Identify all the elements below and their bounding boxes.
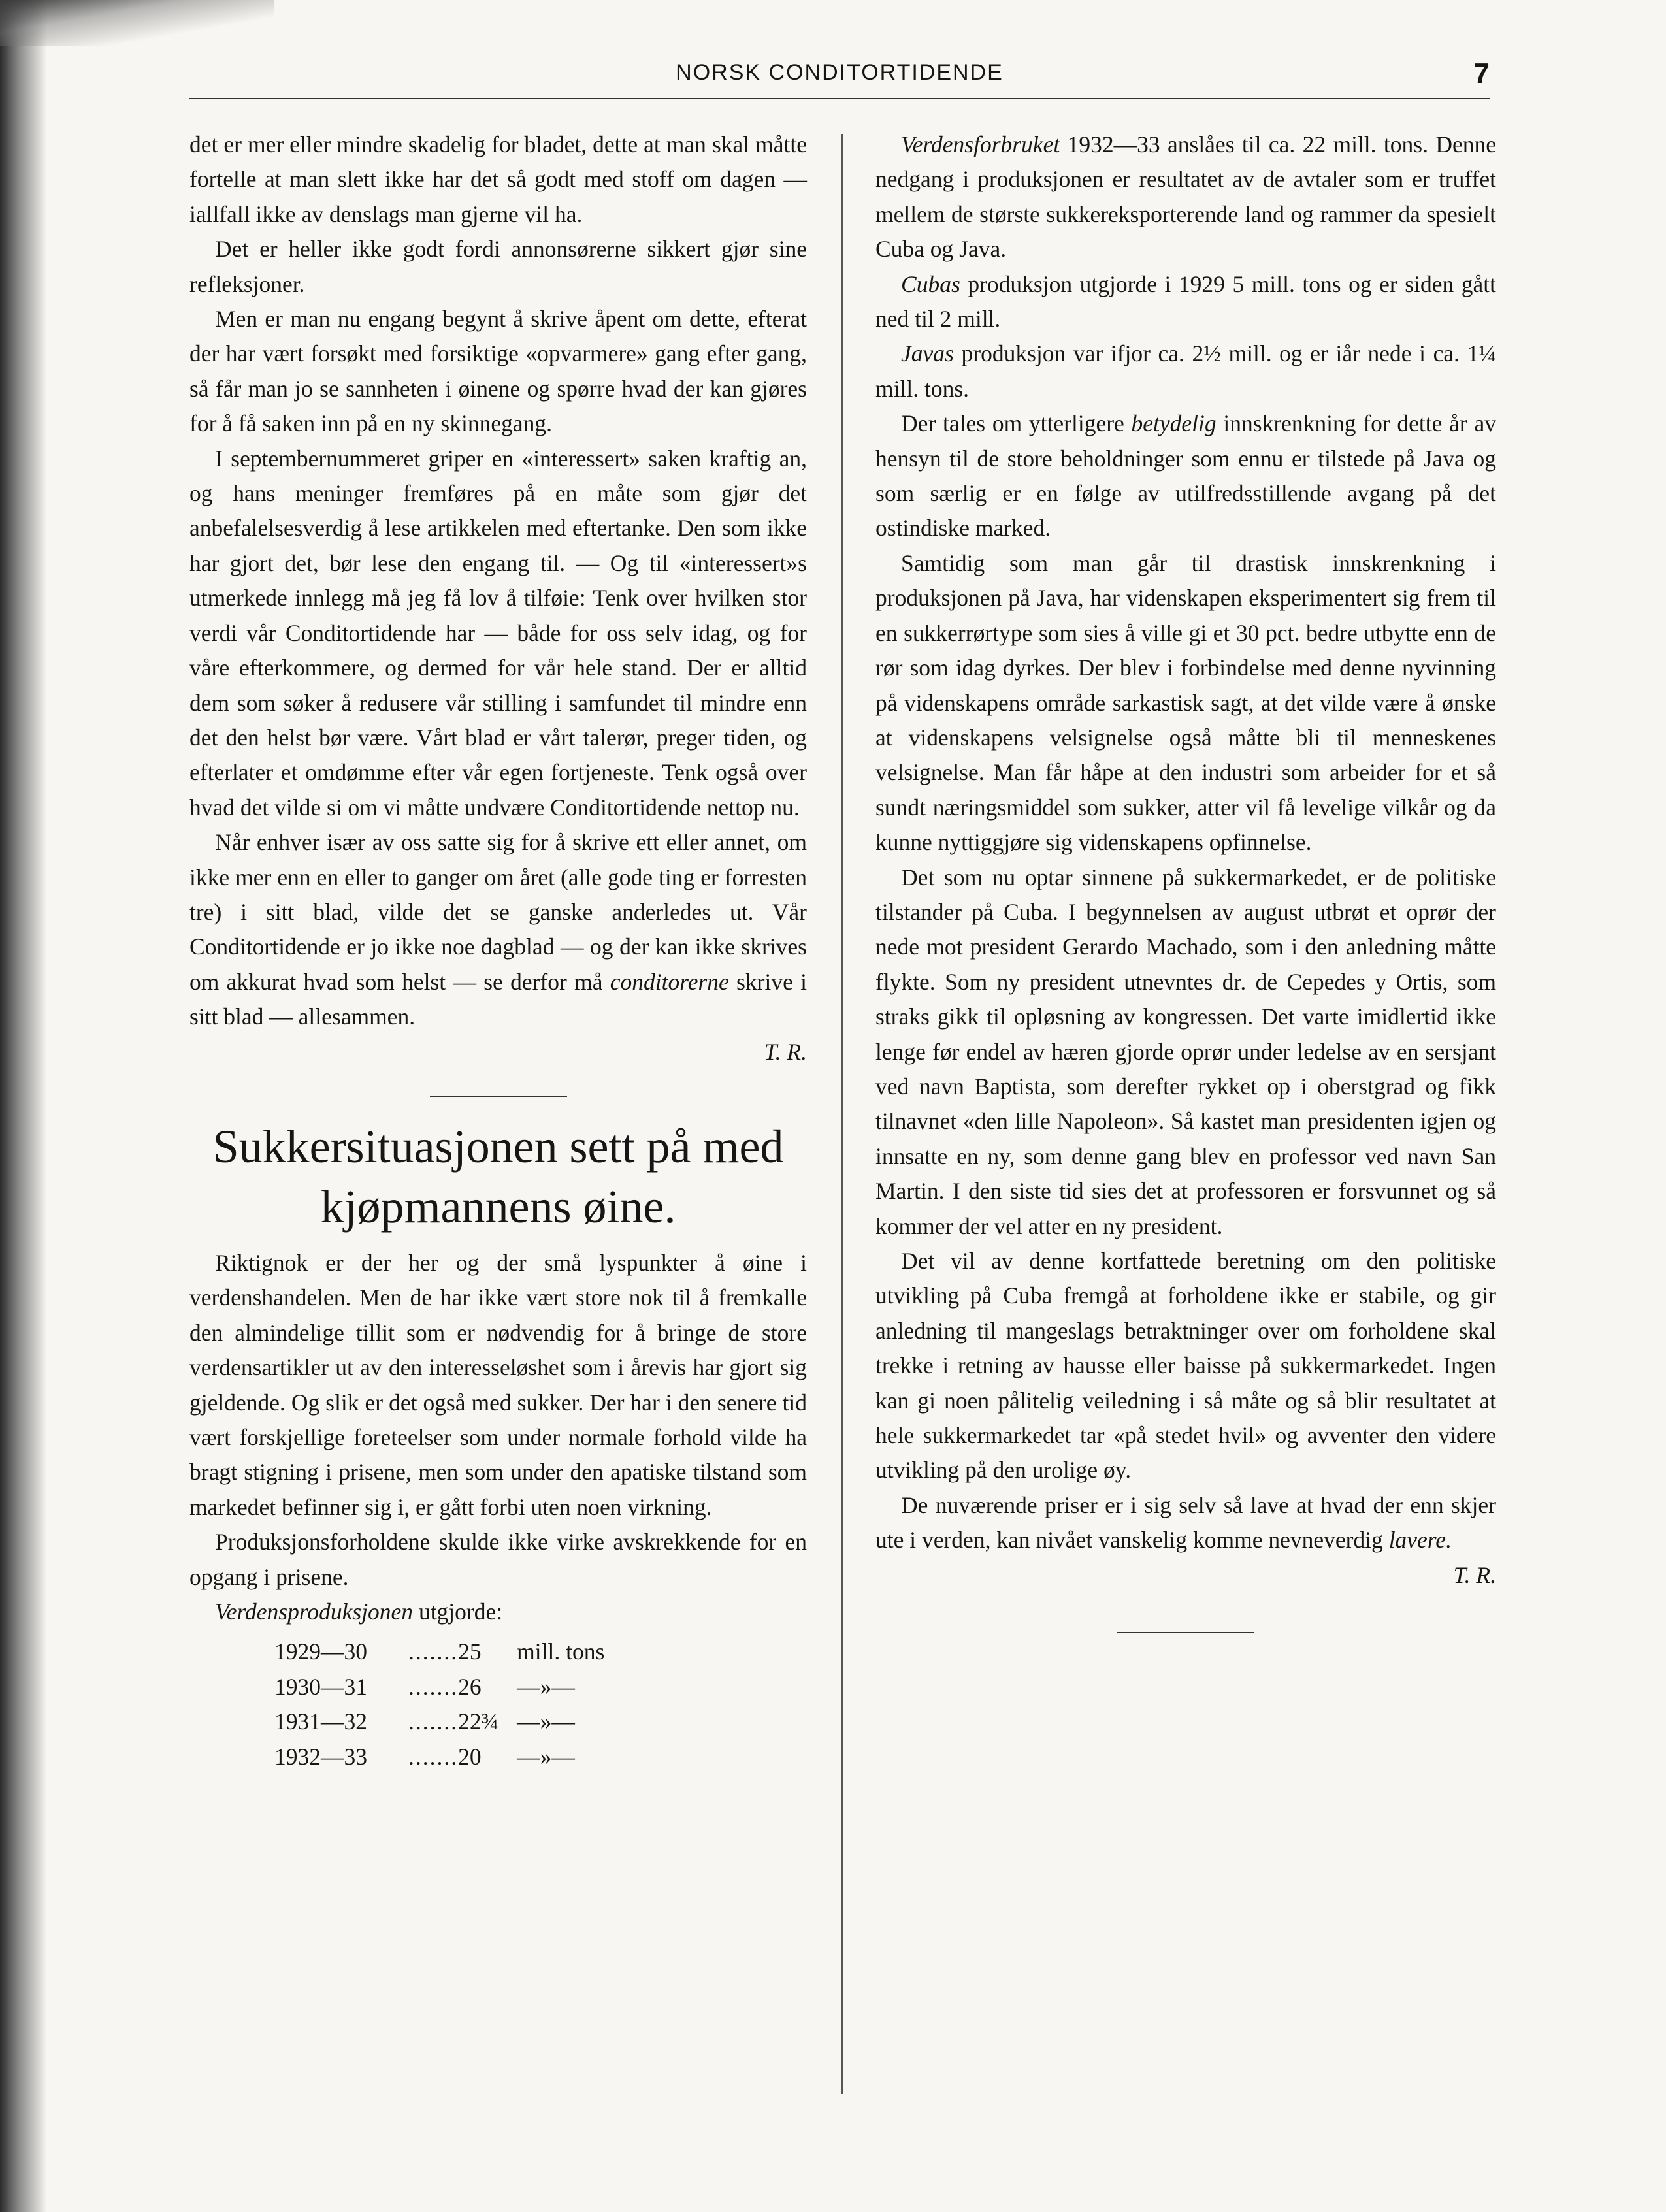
header-rule xyxy=(189,98,1490,99)
column-divider xyxy=(841,134,843,2094)
text-run: produksjon utgjorde i 1929 5 mill. tons og er siden gått ned til 2 mill. xyxy=(875,270,1496,333)
scan-edge-shadow xyxy=(0,0,47,2212)
italic-text: Cubas xyxy=(901,270,960,297)
table-cell-leader: ....... xyxy=(408,1743,459,1770)
table-cell-value: 26 xyxy=(458,1673,482,1700)
signature: T. R. xyxy=(1453,1561,1496,1588)
table-cell-value: 25 xyxy=(458,1638,482,1665)
paragraph xyxy=(875,267,1496,337)
table-cell-unit: mill. tons xyxy=(517,1638,605,1665)
paragraph xyxy=(875,127,1496,267)
paragraph: I septembernummeret griper en «interessert» saken kraftig an, og hans meninger fremføres på en måte som gjør det anbefalelsesverdig å lese artikkelen med eftertanke. Den som ikke har gjort det, bør lese den engang til. — Og til «interessert»s utmerkede innlegg må jeg få lov å tilføie: Tenk over hvilken stor verdi vår Conditortidende har — både for oss selv idag, og for våre efterkommere, og dermed for vår hele stand. Der er alltid dem som søker å redusere vår stilling i samfundet til mindre enn det den helst bør være. Vårt blad er vårt talerør, preger tiden, og efterlater et omdømme efter vår egen fortjeneste. Tenk også over hvad det vilde si om vi måtte undvære Conditortidende nettop nu. xyxy=(189,445,807,821)
italic-text: Javas xyxy=(901,340,954,367)
paragraph: Produksjonsforholdene skulde ikke virke avskrekkende for en opgang i prisene. xyxy=(189,1529,807,1590)
paragraph: Det er heller ikke godt fordi annonsørerne sikkert gjør sine refleksjoner. xyxy=(189,236,807,297)
italic-text: conditorerne xyxy=(610,968,729,995)
article-title: Sukkersituasjonen sett på med kjøpmannens øine. xyxy=(212,1120,784,1233)
table-row xyxy=(274,1740,604,1774)
paragraph xyxy=(875,336,1496,406)
paragraph xyxy=(875,406,1496,546)
right-column xyxy=(875,127,1496,1633)
table-cell-value: 22¾ xyxy=(458,1708,499,1735)
paragraph xyxy=(189,825,807,1034)
text-run: Der tales om ytterligere xyxy=(901,410,1132,437)
table-cell-leader: ....... xyxy=(408,1673,459,1700)
table-row xyxy=(274,1704,604,1739)
text-run: 1932—33 anslåes til ca. 22 mill. tons. Denne nedgang i produksjonen er resultatet av de avtaler som er truffet mellem de største sukkereksporterende land og rammer da spesielt Cuba og Java. xyxy=(875,131,1496,263)
section-separator xyxy=(430,1096,567,1097)
text-run: De nuværende priser er i sig selv så lave at hvad der enn skjer ute i verden, kan nivået vanskelig komme nevneverdig xyxy=(875,1491,1496,1553)
table-cell-unit: —»— xyxy=(517,1743,575,1770)
paragraph: Det vil av denne kortfattede beretning om den politiske utvikling på Cuba fremgå at forholdene ikke er stabile, og gir anledning til mangeslags betraktninger over om forholdene skal trekke i retning av hausse eller baisse på sukkermarkedet. Ingen kan gi noen pålitelig veiledning i så måte og så blir resultatet at hele sukkermarkedet tar «på stedet hvil» og avventer den videre utvikling på den urolige øy. xyxy=(875,1248,1496,1484)
table-cell-value: 20 xyxy=(458,1743,482,1770)
text-run: innskrenkning for dette år av hensyn til de store beholdninger som ennu er tilstede på Java og som særlig er en følge av utilfredsstillende avgang på det ostindiske marked. xyxy=(875,410,1496,542)
page-number: 7 xyxy=(1473,57,1490,89)
paragraph: Men er man nu engang begynt å skrive åpent om dette, efterat der har vært forsøkt med forsiktige «opvarmere» gang efter gang, så får man jo se sannheten i øinene og spørre hvad der kan gjøres for å få saken inn på en ny skinnegang. xyxy=(189,306,807,437)
text-run: utgjorde: xyxy=(413,1599,503,1625)
paragraph xyxy=(189,1595,807,1629)
end-separator xyxy=(1117,1632,1254,1633)
italic-text: betydelig xyxy=(1131,410,1217,437)
paragraph xyxy=(875,1488,1496,1558)
table-cell-year: 1929—30 xyxy=(274,1638,367,1665)
page-header xyxy=(189,57,1490,110)
paragraph: det er mer eller mindre skadelig for bladet, dette at man skal måtte fortelle at man slett ikke har det så godt med stoff om dagen — iallfall ikke av denslags man gjerne vil ha. xyxy=(189,131,807,227)
table-cell-unit: —»— xyxy=(517,1708,575,1735)
text-run: produksjon var ifjor ca. 2½ mill. og er iår nede i ca. 1¼ mill. tons. xyxy=(875,340,1496,402)
table-cell-year: 1930—31 xyxy=(274,1673,367,1700)
text-run: skrive i sitt blad — allesammen. xyxy=(189,968,807,1030)
table-cell-leader: ....... xyxy=(408,1708,459,1735)
table-row xyxy=(274,1635,604,1669)
left-column xyxy=(189,127,807,1774)
production-table xyxy=(274,1635,604,1774)
italic-text: lavere. xyxy=(1388,1527,1452,1553)
italic-text: Verdensforbruket xyxy=(901,131,1060,157)
table-row xyxy=(274,1670,604,1704)
table-cell-year: 1931—32 xyxy=(274,1708,367,1735)
publication-title: NORSK CONDITORTIDENDE xyxy=(676,60,1004,85)
paragraph: Riktignok er der her og der små lyspunkter å øine i verdenshandelen. Men de har ikke vært store nok til å fremkalle den almindelige tillit som er nødvendig for å bringe de store verdensartikler ut av den interesseløshet som i årevis har gjort sig gjeldende. Og slik er det også med sukker. Der har i den senere tid vært forskjellige foreteelser som under normale forhold vilde ha bragt stigning i prisene, men som under den apatiske tilstand som markedet befinner sig i, er gått forbi uten noen virkning. xyxy=(189,1249,807,1520)
table-cell-leader: ....... xyxy=(408,1638,459,1665)
paragraph: Samtidig som man går til drastisk innskrenkning i produksjonen på Java, har videnskapen eksperimentert sig frem til en sukkerrørtype som sies å ville gi et 30 pct. bedre utbytte enn de rør som idag dyrkes. Der blev i forbindelse med denne nyvinning på videnskapens område sarkastisk sagt, at det vilde være å ønske at videnskapens velsignelse også måtte bli til menneskenes velsignelse. Man får håpe at den industri som arbeider for et så sundt næringsmiddel som sukker, atter vil få levelige vilkår og da kunne nyttiggjøre sig videnskapens opfinnelse. xyxy=(875,549,1496,856)
table-cell-year: 1932—33 xyxy=(274,1743,367,1770)
text-run: Når enhver især av oss satte sig for å skrive ett eller annet, om ikke mer enn en eller to ganger om året (alle gode ting er forresten tre) i sitt blad, vilde det se ganske anderledes ut. Vår Conditortidende er jo ikke noe dagblad — og der kan ikke skrives om akkurat hvad som helst — se derfor må xyxy=(189,829,807,995)
italic-text: Verdensproduksjonen xyxy=(215,1599,414,1625)
scan-corner-shadow xyxy=(0,0,274,46)
paragraph: Det som nu optar sinnene på sukkermarkedet, er de politiske tilstander på Cuba. I begynnelsen av august utbrøt et oprør der nede mot president Gerardo Machado, som i den anledning måtte flykte. Som ny president utnevntes dr. de Cepedes y Ortis, som straks gikk til opløsning av kongressen. Det varte imidlertid ikke lenge før endel av hæren gjorde oprør under ledelse av en sersjant ved navn Baptista, som derefter rykket op i oberstgrad og fikk tilnavnet «den lille Napoleon». Så kastet man presidenten igjen og innsatte en ny, som denne gang blev en professor ved navn San Martin. I den siste tid sies det at professoren er forsvunnet og så kommer der vel atter en ny president. xyxy=(875,864,1496,1239)
signature: T. R. xyxy=(764,1038,807,1065)
table-cell-unit: —»— xyxy=(517,1673,575,1700)
